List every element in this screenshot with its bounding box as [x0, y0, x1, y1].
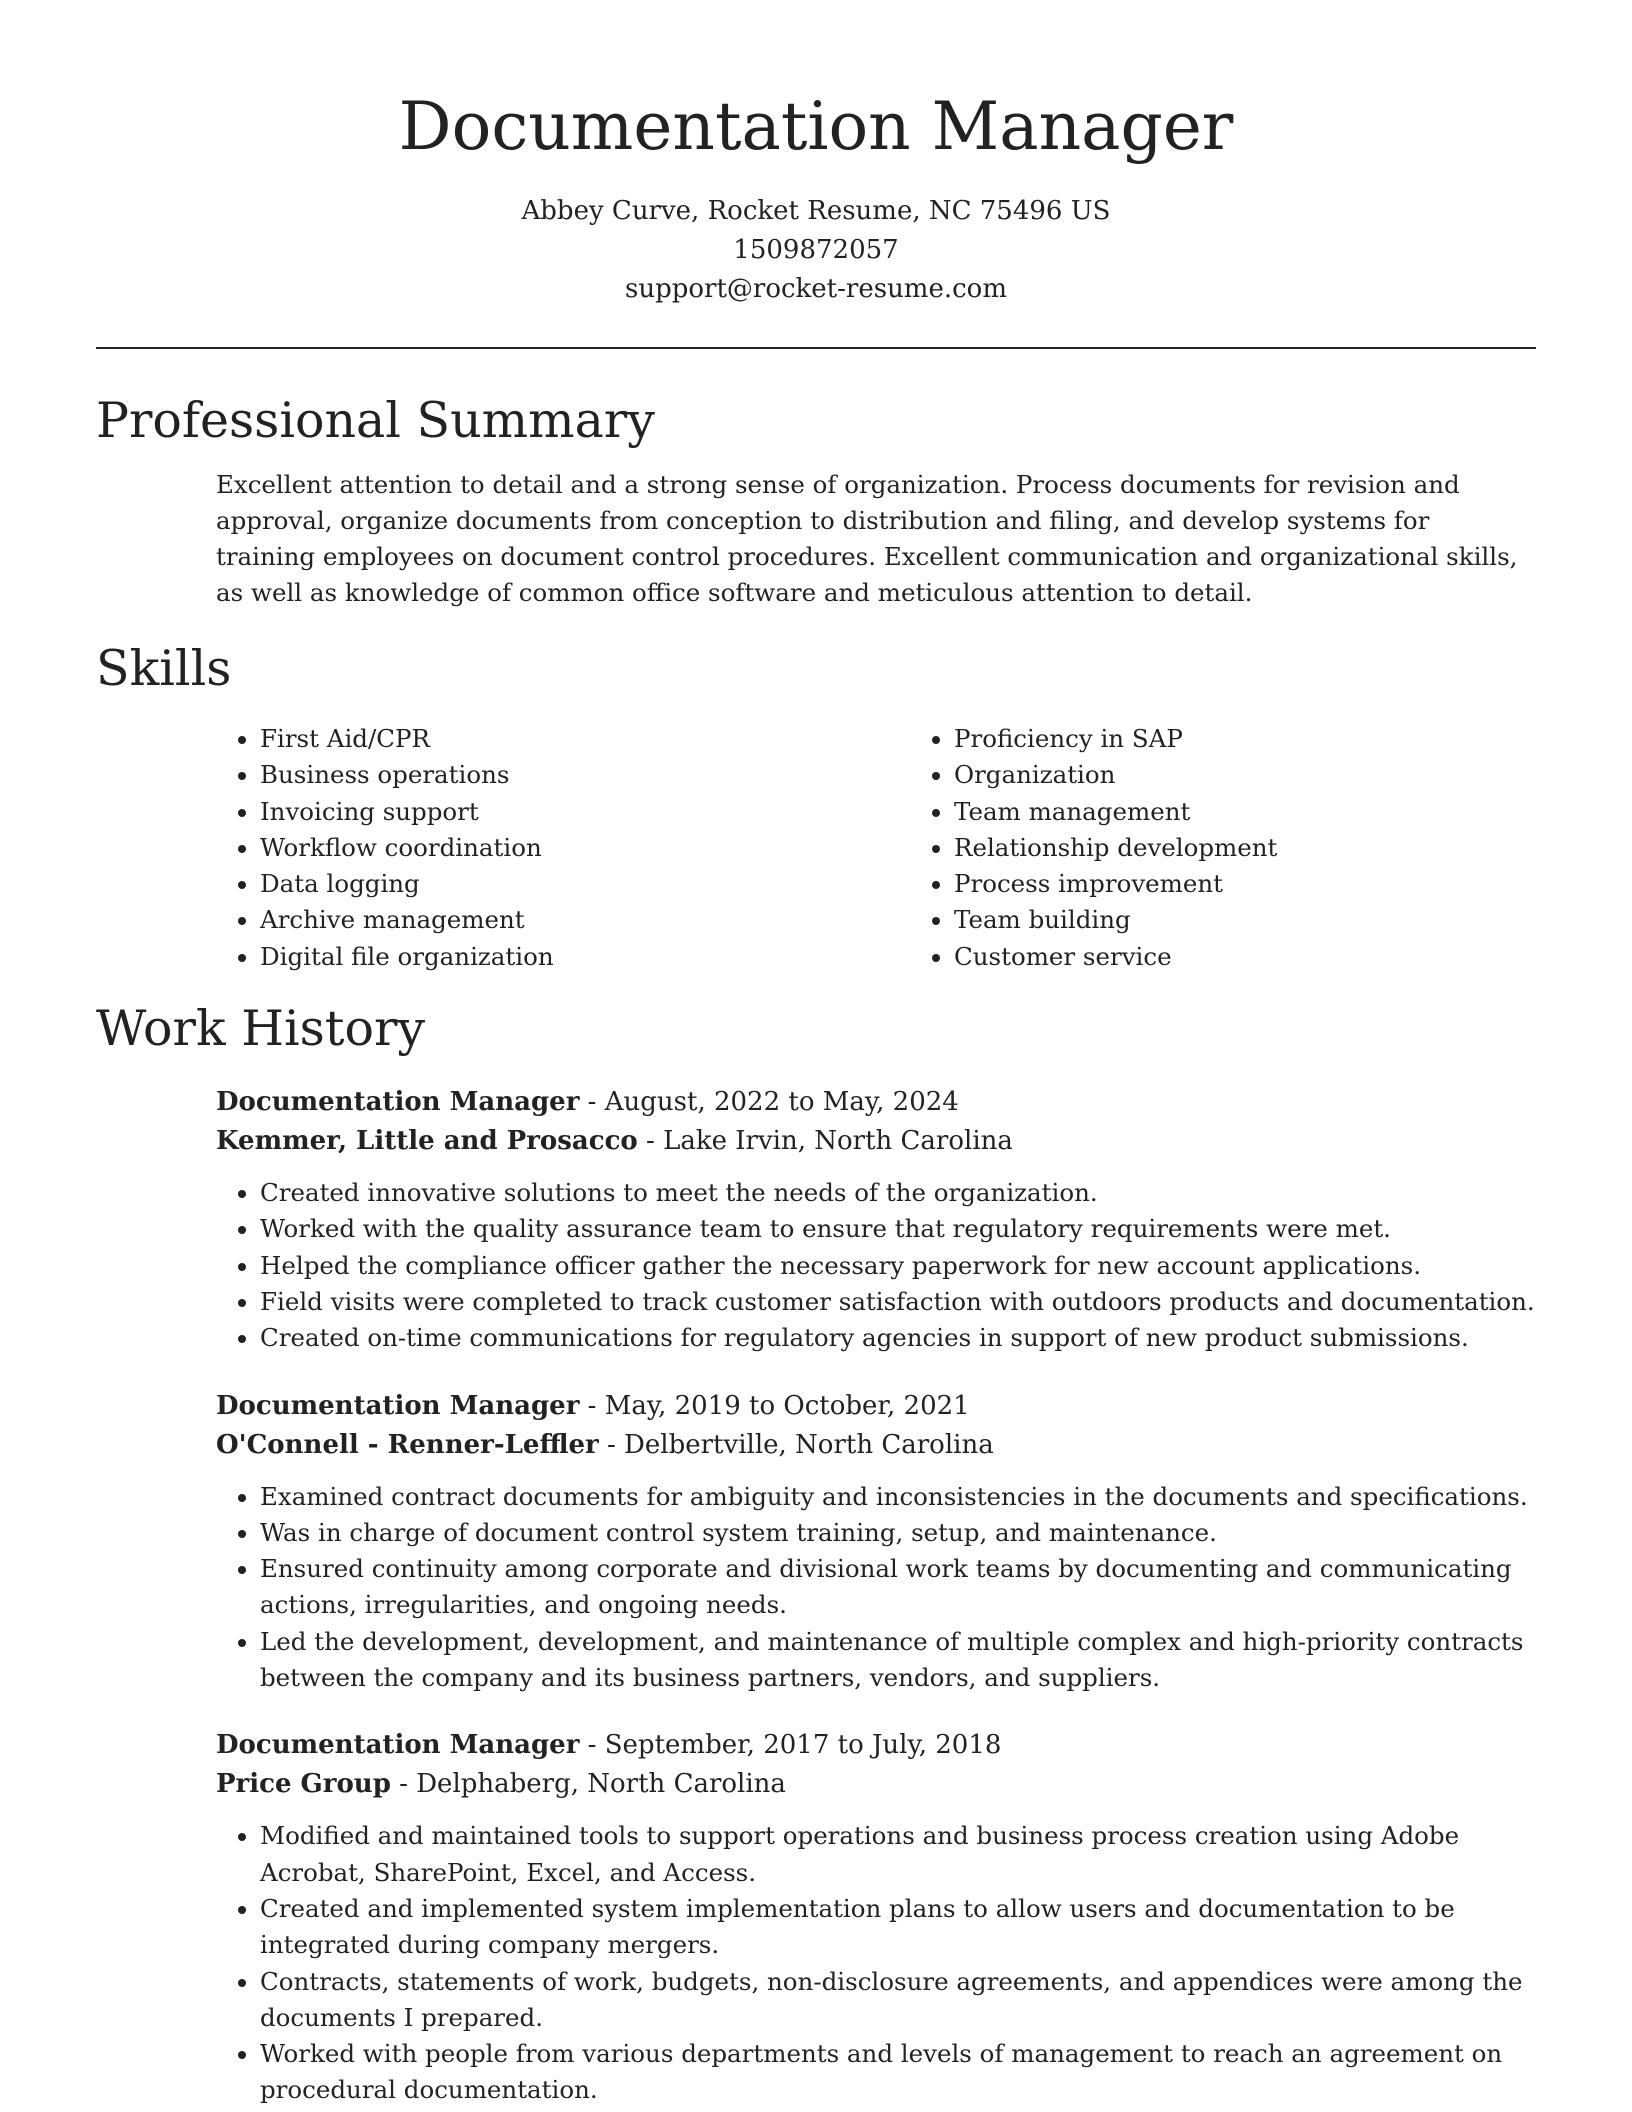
job-bullet: • Worked with the quality assurance team to ensure that regulatory requirements were met. [260, 1211, 1536, 1247]
job-entry [216, 1726, 1536, 2108]
job-bullet: • Contracts, statements of work, budgets, non-disclosure agreements, and appendices were among the documents I prepared. [260, 1964, 1536, 2037]
job-role: Documentation Manager [216, 1730, 580, 1761]
job-company: Kemmer, Little and Prosacco [216, 1126, 638, 1157]
job-bullets [216, 1479, 1536, 1697]
skill-item: • Workflow coordination [260, 830, 910, 866]
skill-item: • Invoicing support [260, 794, 910, 830]
contact-phone: 1509872057 [733, 235, 899, 265]
job-bullet: • Led the development, development, and maintenance of multiple complex and high-priority contracts between the company and its business partners, vendors, and suppliers. [260, 1624, 1536, 1697]
job-entry [216, 1387, 1536, 1697]
skills-heading: Skills [96, 640, 232, 697]
job-bullet: • Ensured continuity among corporate and divisional work teams by documenting and communicating actions, irregularities, and ongoing needs. [260, 1551, 1536, 1624]
job-location: - Delbertville, North Carolina [598, 1429, 994, 1460]
job-company: O'Connell - Renner-Leffler [216, 1429, 599, 1460]
job-bullet: • Created on-time communications for regulatory agencies in support of new product submissions. [260, 1320, 1536, 1356]
job-bullet: • Created innovative solutions to meet the needs of the organization. [260, 1175, 1536, 1211]
job-bullet: • Modified and maintained tools to support operations and business process creation using Adobe Acrobat, SharePoint, Excel, and Access. [260, 1818, 1536, 1891]
job-bullets [216, 1175, 1536, 1356]
summary-heading: Professional Summary [96, 392, 655, 449]
job-entry [216, 1083, 1536, 1356]
contact-email: support@rocket-resume.com [624, 274, 1007, 304]
job-role: Documentation Manager [216, 1087, 580, 1118]
contact-address: Abbey Curve, Rocket Resume, NC 75496 US [521, 196, 1111, 226]
job-dates: - August, 2022 to May, 2024 [579, 1087, 959, 1118]
job-bullet: • Created and implemented system implementation plans to allow users and documentation to be integrated during company mergers. [260, 1891, 1536, 1964]
job-dates: - May, 2019 to October, 2021 [579, 1390, 970, 1421]
job-bullet: • Worked with people from various departments and levels of management to reach an agreement on procedural documentation. [260, 2036, 1536, 2109]
job-dates: - September, 2017 to July, 2018 [579, 1730, 1002, 1761]
skill-item: • Customer service [954, 939, 1277, 975]
header-divider [96, 347, 1536, 349]
skill-item: • Team management [954, 794, 1277, 830]
skills-column-right [910, 721, 1277, 975]
job-company-line [216, 1426, 1536, 1465]
skill-item: • Organization [954, 757, 1277, 793]
job-company: Price Group [216, 1769, 391, 1800]
job-bullet: • Was in charge of document control system training, setup, and maintenance. [260, 1515, 1536, 1551]
job-bullet: • Helped the compliance officer gather the necessary paperwork for new account applications. [260, 1248, 1536, 1284]
skill-item: • Relationship development [954, 830, 1277, 866]
job-title-line [216, 1387, 1536, 1426]
skill-item: • Business operations [260, 757, 910, 793]
skills-list [216, 721, 1536, 975]
job-location: - Lake Irvin, North Carolina [637, 1126, 1013, 1157]
job-company-line [216, 1765, 1536, 1804]
skill-item: • Process improvement [954, 866, 1277, 902]
skill-item: • Data logging [260, 866, 910, 902]
summary-text: Excellent attention to detail and a strong sense of organization. Process documents for revision and approval, organize documents from conception to distribution and filing, and develop systems for training employees on document control procedures. Excellent communication and organizational skills, as well as knowledge of common office software and meticulous attention to detail. [216, 470, 1518, 607]
resume-header [96, 0, 1536, 309]
job-title-line [216, 1083, 1536, 1122]
job-bullet: • Examined contract documents for ambiguity and inconsistencies in the documents and specifications. [260, 1479, 1536, 1515]
job-title-line [216, 1726, 1536, 1765]
work-history-heading: Work History [96, 1000, 426, 1058]
contact-info [96, 192, 1536, 309]
job-bullet: • Field visits were completed to track customer satisfaction with outdoors products and documentation. [260, 1284, 1536, 1320]
resume-name: Documentation Manager [398, 88, 1234, 165]
job-company-line [216, 1122, 1536, 1161]
skill-item: • Proficiency in SAP [954, 721, 1277, 757]
job-bullets [216, 1818, 1536, 2108]
skill-item: • Archive management [260, 902, 910, 938]
skill-item: • First Aid/CPR [260, 721, 910, 757]
skill-item: • Team building [954, 902, 1277, 938]
skills-column-left [216, 721, 910, 975]
skill-item: • Digital file organization [260, 939, 910, 975]
job-location: - Delphaberg, North Carolina [390, 1769, 786, 1800]
job-role: Documentation Manager [216, 1390, 580, 1421]
